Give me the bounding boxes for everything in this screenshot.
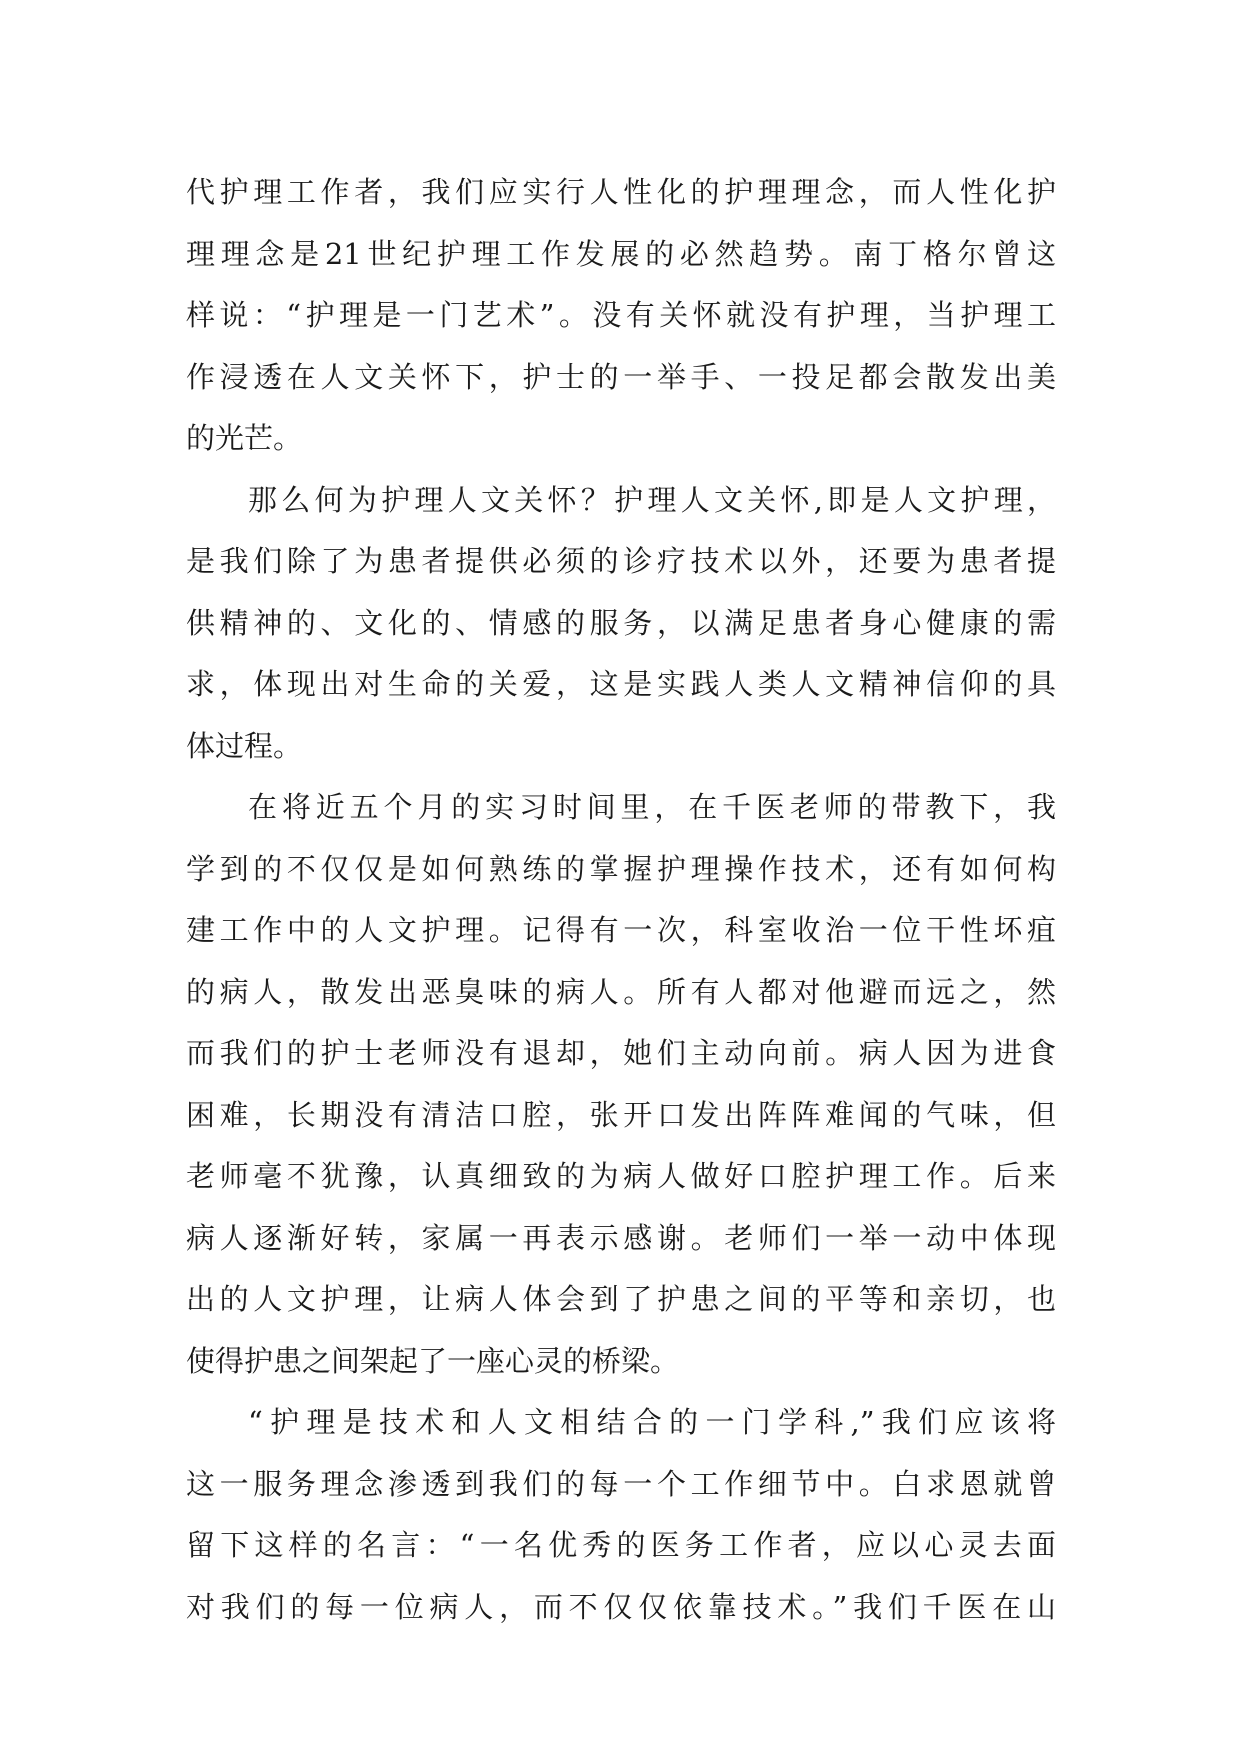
text-line: 学到的不仅仅是如何熟练的掌握护理操作技术，还有如何构 (186, 851, 1056, 886)
paragraph-first-line: 那么何为护理人文关怀？护理人文关怀,即是人文护理， (248, 482, 1056, 517)
text-line: 老师毫不犹豫，认真细致的为病人做好口腔护理工作。后来 (186, 1159, 1056, 1193)
text-line: 作浸透在人文关怀下，护士的一举手、一投足都会散发出美 (186, 359, 1056, 394)
text-line: 建工作中的人文护理。记得有一次，科室收治一位干性坏疽 (186, 913, 1056, 947)
text-line: 对我们的每一位病人，而不仅仅依靠技术。”我们千医在山 (186, 1589, 1056, 1624)
text-line: 出的人文护理，让病人体会到了护患之间的平等和亲切，也 (186, 1282, 1056, 1316)
text-line: 求，体现出对生命的关爱，这是实践人类人文精神信仰的具 (186, 667, 1056, 701)
text-line: 理理念是21世纪护理工作发展的必然趋势。南丁格尔曾这 (186, 236, 1056, 271)
text-line: 困难，长期没有清洁口腔，张开口发出阵阵难闻的气味，但 (186, 1097, 1056, 1132)
text-line: 是我们除了为患者提供必须的诊疗技术以外，还要为患者提 (186, 544, 1056, 578)
text-line: 样说：“护理是一门艺术”。没有关怀就没有护理，当护理工 (186, 298, 1056, 332)
text-line: 的病人，散发出恶臭味的病人。所有人都对他避而远之，然 (186, 974, 1056, 1009)
paragraph-first-line: “护理是技术和人文相结合的一门学科,”我们应该将 (248, 1405, 1056, 1439)
text-line: 供精神的、文化的、情感的服务，以满足患者身心健康的需 (186, 605, 1056, 640)
text-line: 留下这样的名言：“一名优秀的医务工作者，应以心灵去面 (186, 1528, 1056, 1562)
document-body (186, 162, 1056, 1638)
text-line: 代护理工作者，我们应实行人性化的护理理念，而人性化护 (186, 175, 1056, 209)
text-line: 病人逐渐好转，家属一再表示感谢。老师们一举一动中体现 (186, 1220, 1056, 1255)
text-line: 体过程。 (186, 728, 303, 763)
paragraph-first-line: 在将近五个月的实习时间里，在千医老师的带教下，我 (248, 790, 1056, 824)
text-line: 使得护患之间架起了一座心灵的桥梁。 (186, 1343, 680, 1378)
text-line: 的光芒。 (186, 421, 303, 455)
text-line: 而我们的护士老师没有退却，她们主动向前。病人因为进食 (186, 1036, 1056, 1070)
text-line: 这一服务理念渗透到我们的每一个工作细节中。白求恩就曾 (186, 1466, 1056, 1501)
